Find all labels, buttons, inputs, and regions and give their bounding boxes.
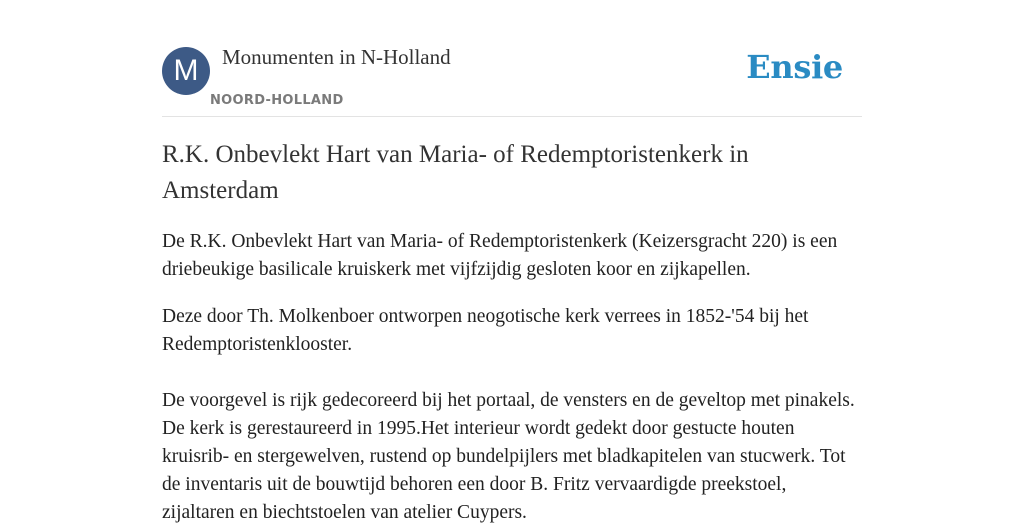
ensie-logo[interactable]: Ensie <box>746 48 843 86</box>
article-paragraph-1: De R.K. Onbevlekt Hart van Maria- of Redemptoristenkerk (Keizersgracht 220) is een driebeukige basilicale kruiskerk met vijfzijdig gesloten koor en zijkapellen. <box>162 231 838 280</box>
site-name[interactable]: Monumenten in N-Holland <box>222 45 451 69</box>
article-paragraph-3: De voorgevel is rijk gedecoreerd bij het portaal, de vensters en de geveltop met pinakels. De kerk is gerestaureerd in 1995.Het interieur wordt gedekt door gestucte houten kruisrib- en stergewelven, rustend op bundelpijlers met bladkapitelen van stucwerk. Tot de inventaris uit de bouwtijd behoren een door B. Fritz vervaardigde preekstoel, zijaltaren en biechtstoelen van atelier Cuypers. <box>162 390 855 523</box>
page <box>162 0 862 523</box>
article-paragraph-2: Deze door Th. Molkenboer ontworpen neogotische kerk verrees in 1852-'54 bij het Redemptoristenklooster. <box>162 306 809 355</box>
site-region[interactable]: NOORD-HOLLAND <box>210 93 344 108</box>
header <box>162 0 862 117</box>
article-title: R.K. Onbevlekt Hart van Maria- of Redemptoristenkerk in Amsterdam <box>162 141 749 204</box>
avatar[interactable]: M <box>162 47 210 95</box>
